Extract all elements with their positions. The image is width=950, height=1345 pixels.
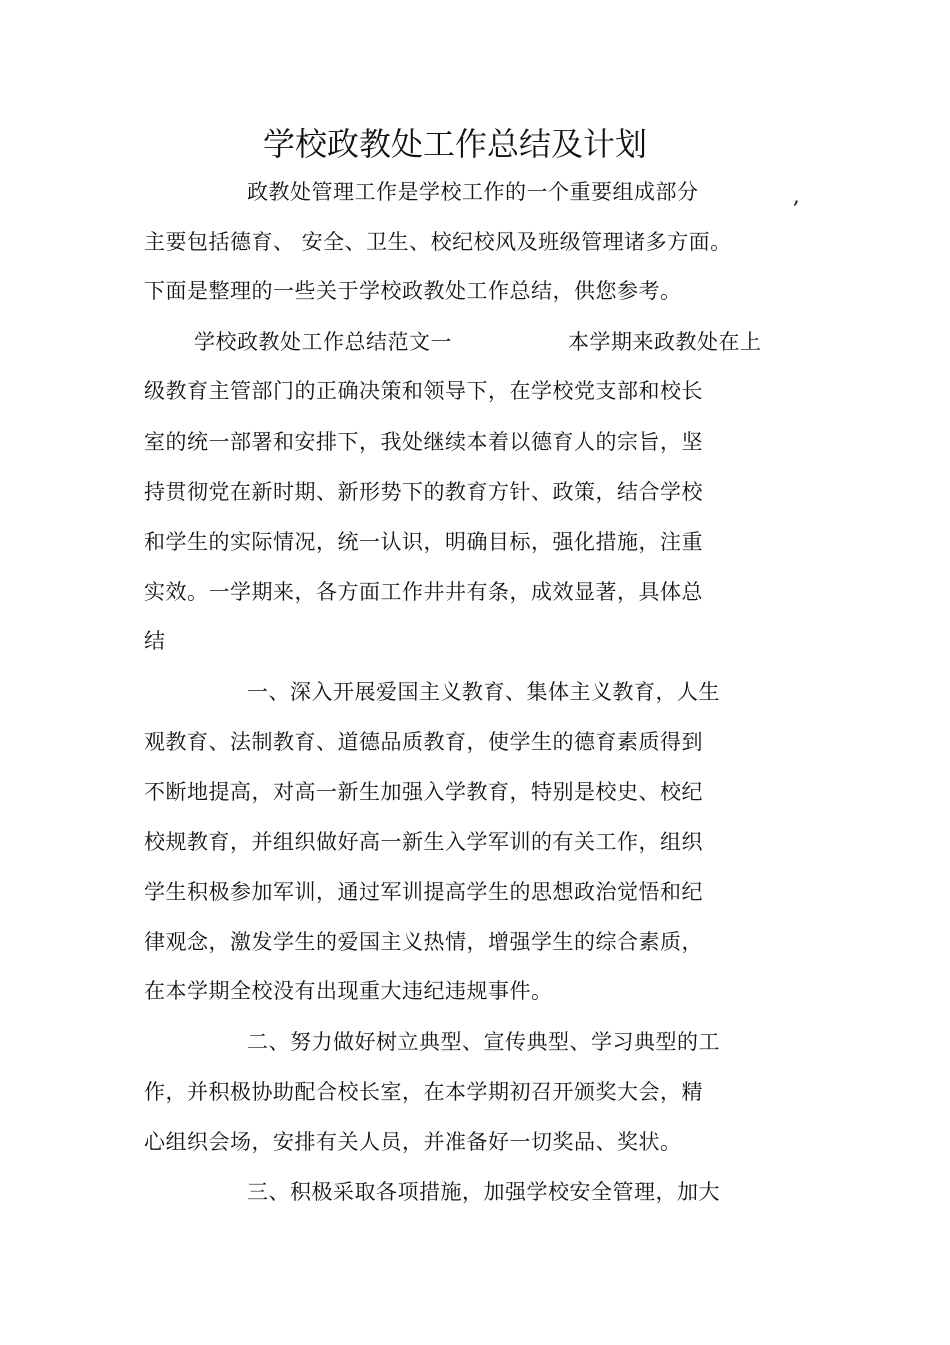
text-line: 观教育、法制教育、道德品质教育，使学生的德育素质得到: [144, 730, 703, 754]
text-line: 本学期来政教处在上: [568, 330, 762, 354]
text-line: 级教育主管部门的正确决策和领导下，在学校党支部和校长: [144, 379, 703, 403]
section-heading: 学校政教处工作总结范文一: [194, 330, 452, 354]
document-title: 学校政教处工作总结及计划: [262, 125, 647, 163]
text-line: 三、积极采取各项措施，加强学校安全管理，加大: [247, 1180, 720, 1204]
text-line: 和学生的实际情况，统一认识，明确目标，强化措施，注重: [144, 530, 703, 554]
text-line: 主要包括德育、 安全、卫生、校纪校风及班级管理诸多方面。: [144, 230, 732, 254]
text-line: 在本学期全校没有出现重大违纪违规事件。: [144, 979, 553, 1003]
text-line: 结: [144, 629, 166, 653]
text-line: 律观念，激发学生的爱国主义热情，增强学生的综合素质，: [144, 930, 703, 954]
text-line: 室的统一部署和安排下，我处继续本着以德育人的宗旨，坚: [144, 430, 703, 454]
text-line: 二、努力做好树立典型、宣传典型、学习典型的工: [247, 1030, 720, 1054]
text-line: 实效。一学期来，各方面工作井井有条，成效显著，具体总: [144, 580, 703, 604]
text-line: 作，并积极协助配合校长室，在本学期初召开颁奖大会，精: [144, 1080, 703, 1104]
text-line: 一、深入开展爱国主义教育、集体主义教育，人生: [247, 680, 720, 704]
text-line: 政教处管理工作是学校工作的一个重要组成部分: [247, 180, 699, 204]
text-line: 不断地提高，对高一新生加强入学教育，特别是校史、校纪: [144, 780, 703, 804]
text-line: ,: [793, 184, 801, 208]
text-line: 持贯彻党在新时期、新形势下的教育方针、政策，结合学校: [144, 480, 703, 504]
text-line: 学生积极参加军训，通过军训提高学生的思想政治觉悟和纪: [144, 880, 703, 904]
text-line: 下面是整理的一些关于学校政教处工作总结，供您参考。: [144, 279, 682, 303]
text-line: 心组织会场，安排有关人员，并准备好一切奖品、奖状。: [144, 1130, 682, 1154]
text-line: 校规教育，并组织做好高一新生入学军训的有关工作，组织: [144, 830, 703, 854]
